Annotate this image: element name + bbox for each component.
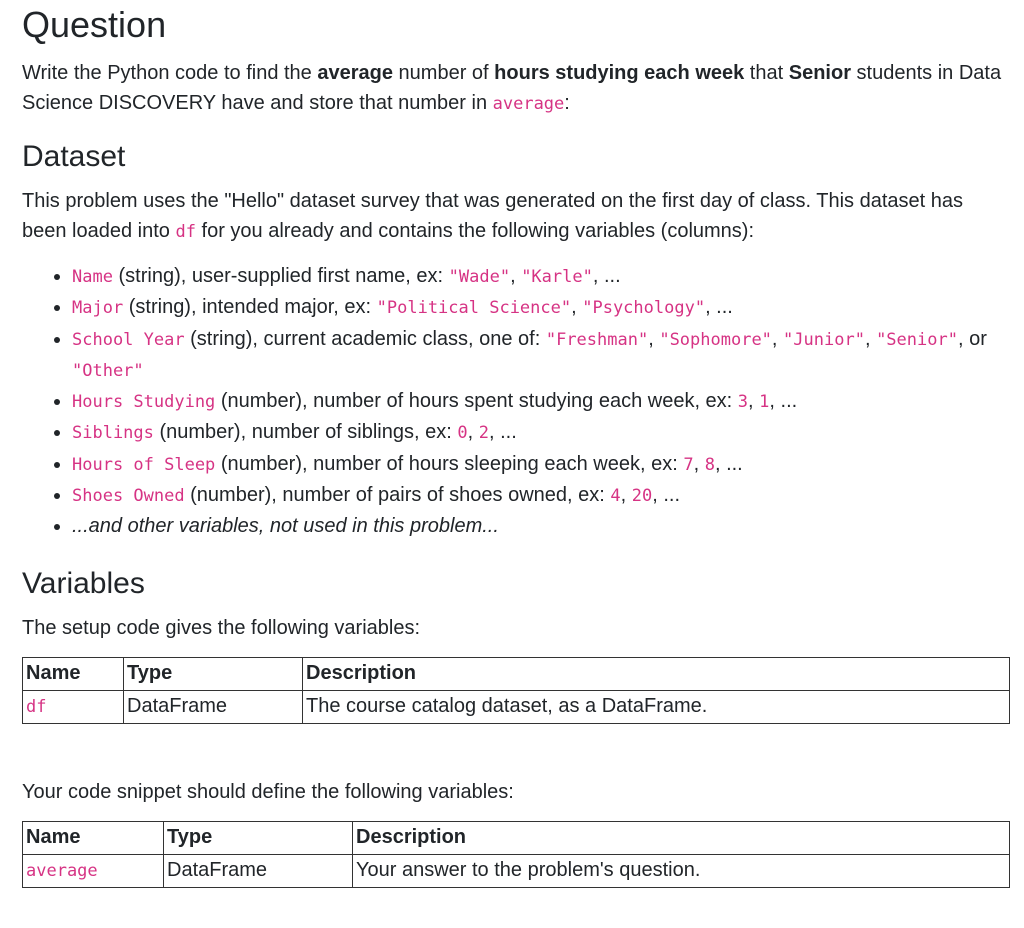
setup-variables-table: [22, 657, 1010, 724]
variable-description: (string), current academic class, one of:: [184, 327, 546, 350]
question-bold-hours: hours studying each week: [494, 62, 745, 84]
example-value: "Wade": [448, 267, 511, 287]
list-item: [72, 386, 1012, 417]
separator: ,: [648, 327, 660, 350]
variable-name: Major: [72, 298, 124, 319]
question-code-average: average: [492, 94, 565, 114]
question-text: [22, 58, 1012, 119]
variable-description: (number), number of siblings, ex:: [153, 421, 458, 444]
question-text-5: :: [564, 92, 570, 114]
example-value: 0: [457, 423, 468, 444]
variable-description: (number), number of pairs of shoes owned, ex:: [184, 484, 611, 507]
header-type: Type: [164, 821, 353, 854]
variable-description: (string), user-supplied first name, ex:: [112, 265, 449, 287]
dataset-text-1: This problem uses the "Hello" dataset survey that was generated on the first day of class. This dataset has been loaded into: [22, 190, 963, 242]
variable-name-average: average: [26, 861, 98, 882]
table-header-row: [23, 821, 1010, 854]
example-value: 1: [759, 392, 770, 413]
cell-type: DataFrame: [164, 854, 353, 887]
list-item: [72, 480, 1012, 511]
variable-name: Siblings: [72, 423, 154, 444]
separator: ,: [748, 390, 760, 413]
cell-description: The course catalog dataset, as a DataFrame.: [303, 690, 1010, 723]
example-value: 2: [478, 423, 489, 444]
dataset-text-2: for you already and contains the following variables (columns):: [195, 220, 755, 242]
question-text-4: students in Data Science DISCOVERY have and store that number in: [22, 62, 1002, 114]
separator: ,: [693, 452, 705, 475]
question-text-2: number of: [393, 62, 495, 84]
example-value: 3: [737, 392, 749, 413]
example-value: 4: [610, 486, 621, 507]
separator: ,: [864, 327, 877, 350]
example-value: "Psychology": [582, 298, 706, 319]
variables-heading: Variables: [22, 566, 145, 600]
example-value: 8: [704, 454, 715, 475]
separator: ,: [510, 265, 522, 287]
question-text-1: Write the Python code to find the: [22, 62, 318, 84]
setup-text: The setup code gives the following variables:: [22, 616, 421, 639]
variable-description: (number), number of hours sleeping each week, ex:: [215, 452, 684, 475]
ellipsis-text: , ...: [705, 296, 733, 319]
problem-page: [0, 4, 1012, 888]
cell-type: DataFrame: [124, 690, 303, 723]
table-row: [23, 854, 1010, 887]
header-description: Description: [303, 657, 1010, 690]
list-item: [72, 449, 1012, 480]
example-value: 20: [631, 486, 653, 507]
list-item: [72, 511, 1012, 541]
ellipsis-text: , ...: [652, 484, 681, 507]
example-value: "Political Science": [376, 298, 572, 319]
ellipsis-text: , ...: [714, 452, 743, 475]
or-text: , or: [957, 327, 987, 350]
table-row: [23, 690, 1010, 723]
cell-name: [23, 690, 124, 723]
header-type: Type: [124, 657, 303, 690]
variable-name: Name: [72, 267, 113, 287]
header-name: Name: [23, 821, 164, 854]
variable-description: (string), intended major, ex:: [123, 296, 377, 319]
example-value: "Senior": [876, 329, 958, 350]
other-variables-note: ...and other variables, not used in this problem...: [72, 515, 499, 538]
variable-name-df: df: [26, 697, 47, 718]
example-value: "Junior": [783, 329, 865, 350]
dataset-variable-list: [22, 261, 1012, 542]
separator: ,: [467, 421, 479, 444]
question-bold-average: average: [317, 62, 393, 84]
define-text: Your code snippet should define the following variables:: [22, 780, 514, 803]
question-bold-senior: Senior: [788, 62, 851, 84]
list-item: [72, 261, 1012, 292]
question-heading: Question: [22, 4, 167, 45]
variable-name: Hours Studying: [72, 392, 216, 413]
cell-description: Your answer to the problem's question.: [353, 854, 1010, 887]
dataset-heading: Dataset: [22, 140, 126, 173]
ellipsis-text: , ...: [592, 265, 621, 287]
list-item: [72, 324, 1012, 387]
cell-name: [23, 854, 164, 887]
example-value: 7: [683, 454, 694, 475]
list-item: [72, 417, 1012, 448]
variable-name: Shoes Owned: [72, 486, 185, 507]
define-variables-table: [22, 821, 1010, 888]
ellipsis-text: , ...: [488, 421, 517, 444]
header-name: Name: [23, 657, 124, 690]
list-item: [72, 292, 1012, 323]
dataset-code-df: df: [175, 222, 196, 242]
example-value: "Other": [72, 360, 144, 381]
question-text-3: that: [744, 62, 789, 84]
example-value: "Karle": [521, 267, 593, 287]
table-header-row: [23, 657, 1010, 690]
separator: ,: [771, 327, 784, 350]
separator: ,: [571, 296, 583, 319]
variable-name: Hours of Sleep: [72, 454, 216, 475]
header-description: Description: [353, 821, 1010, 854]
example-value: "Freshman": [545, 329, 649, 350]
dataset-description: [22, 186, 1012, 247]
ellipsis-text: , ...: [769, 390, 798, 413]
variable-description: (number), number of hours spent studying each week, ex:: [215, 390, 738, 413]
variable-name: School Year: [72, 329, 185, 350]
separator: ,: [620, 484, 632, 507]
example-value: "Sophomore": [659, 329, 772, 350]
